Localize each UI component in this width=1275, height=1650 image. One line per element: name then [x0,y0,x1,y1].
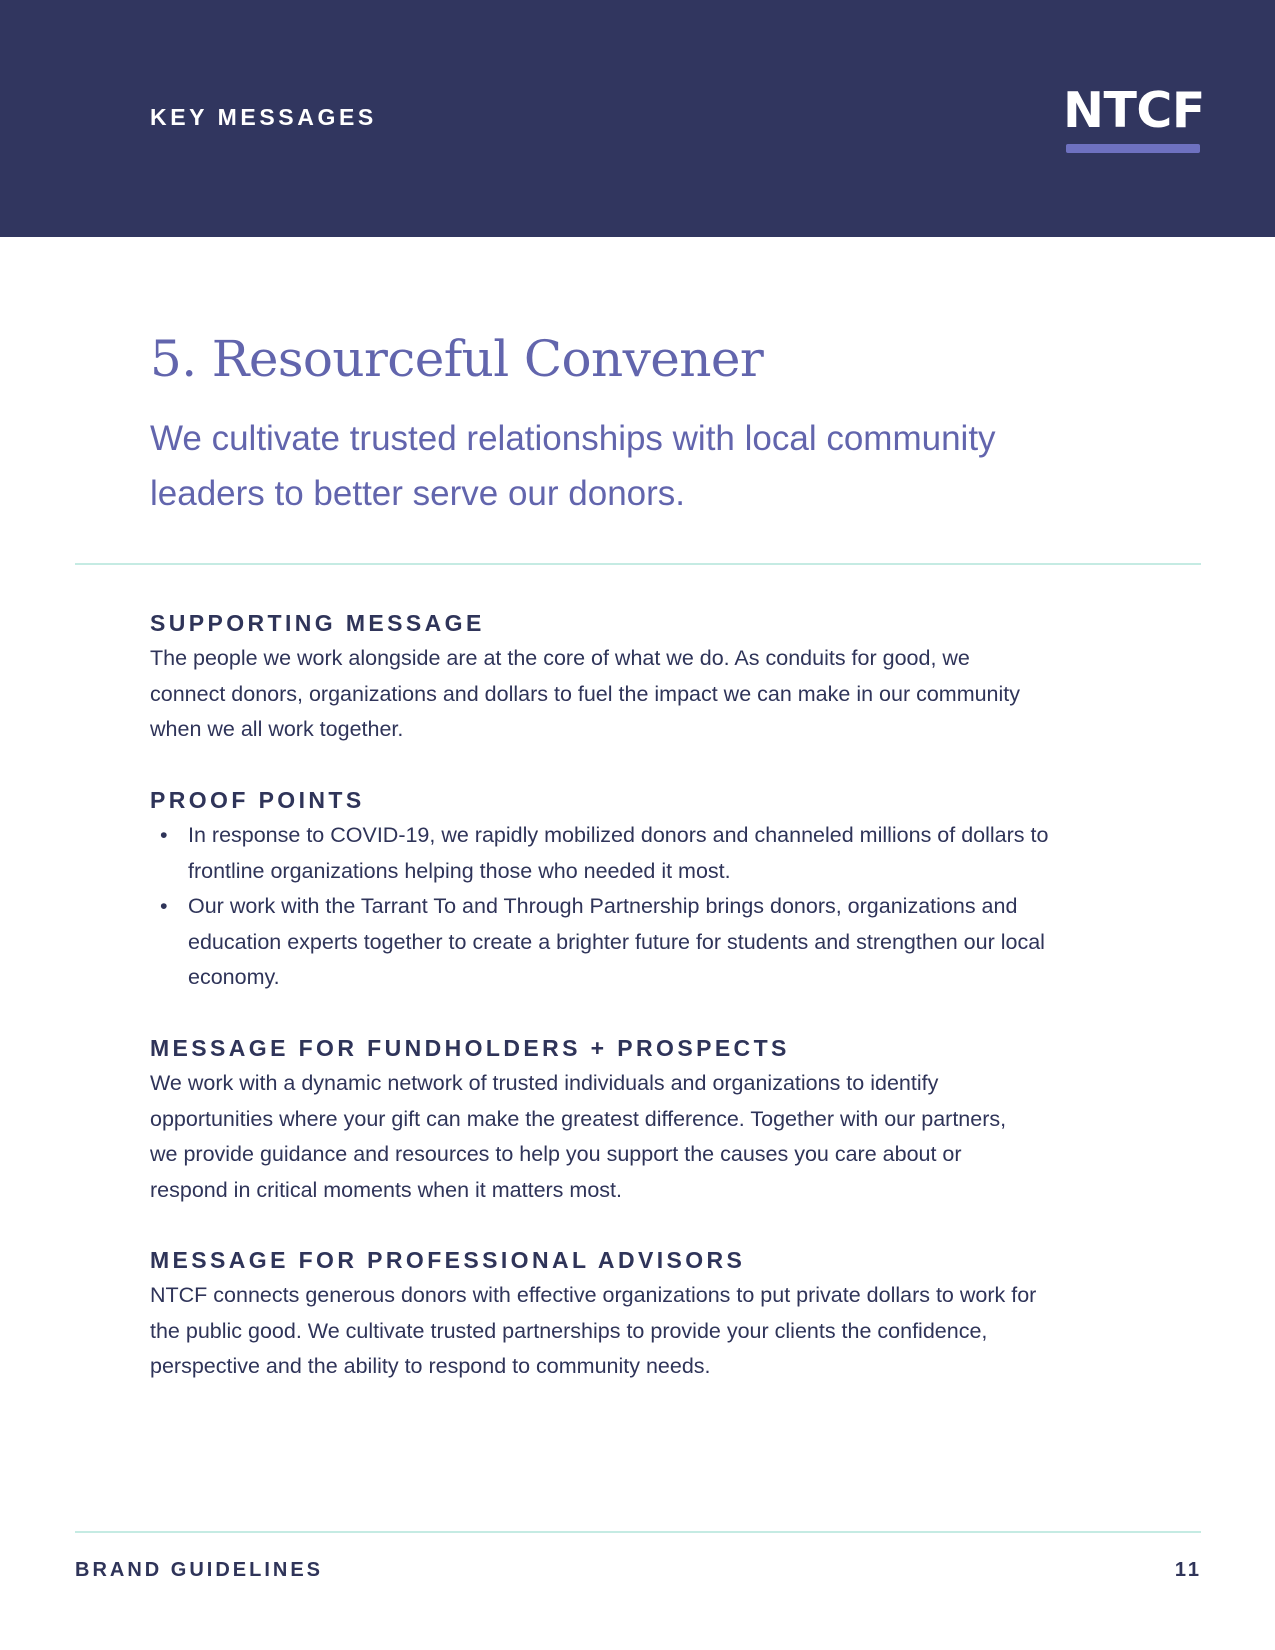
ntcf-logo [1063,84,1203,154]
logo-text: NTCF [1063,82,1205,139]
page-subtitle: We cultivate trusted relationships with local community leaders to better serve our donors. [150,419,996,513]
header-label: KEY MESSAGES [150,104,377,130]
fundholders-section [150,1032,1030,1208]
supporting-message-heading: SUPPORTING MESSAGE [150,610,485,636]
top-divider [75,563,1201,565]
proof-points-heading: PROOF POINTS [150,787,365,813]
proof-points-section [150,784,1050,996]
page-header [0,0,1275,237]
fundholders-heading: MESSAGE FOR FUNDHOLDERS + PROSPECTS [150,1035,790,1061]
advisors-text: NTCF connects generous donors with effective organizations to put private dollars to work for the public good. We cultivate trusted partnerships to provide your clients the confidence, perspective and the ability to respond to community needs. [150,1283,1037,1378]
proof-point-text: In response to COVID-19, we rapidly mobilized donors and channeled millions of dollars to frontline organizations helping those who needed it most. [188,823,1049,883]
proof-point-text: Our work with the Tarrant To and Through Partnership brings donors, organizations and education experts together to create a brighter future for students and strengthen our local economy. [188,894,1045,989]
logo-underline-bar [1066,144,1200,153]
advisors-section [150,1244,1050,1385]
bullet-icon: • [160,823,168,847]
list-item [150,818,1050,889]
supporting-message-section [150,607,1030,748]
advisors-heading: MESSAGE FOR PROFESSIONAL ADVISORS [150,1247,746,1273]
list-item [150,889,1050,996]
proof-points-list [150,818,1050,996]
supporting-message-text: The people we work alongside are at the core of what we do. As conduits for good, we connect donors, organizations and dollars to fuel the impact we can make in our community when we all work together. [150,646,1021,741]
page-title: 5. Resourceful Convener [150,330,764,388]
bullet-icon: • [160,894,168,918]
footer-label: BRAND GUIDELINES [75,1559,324,1581]
fundholders-text: We work with a dynamic network of trusted individuals and organizations to identify opportunities where your gift can make the greatest difference. Together with our partners, we provide guidance and resources to help you support the causes you care about or respond in critical moments when it matters most. [150,1071,1007,1202]
bottom-divider [75,1531,1201,1533]
page-number: 11 [1174,1559,1202,1581]
